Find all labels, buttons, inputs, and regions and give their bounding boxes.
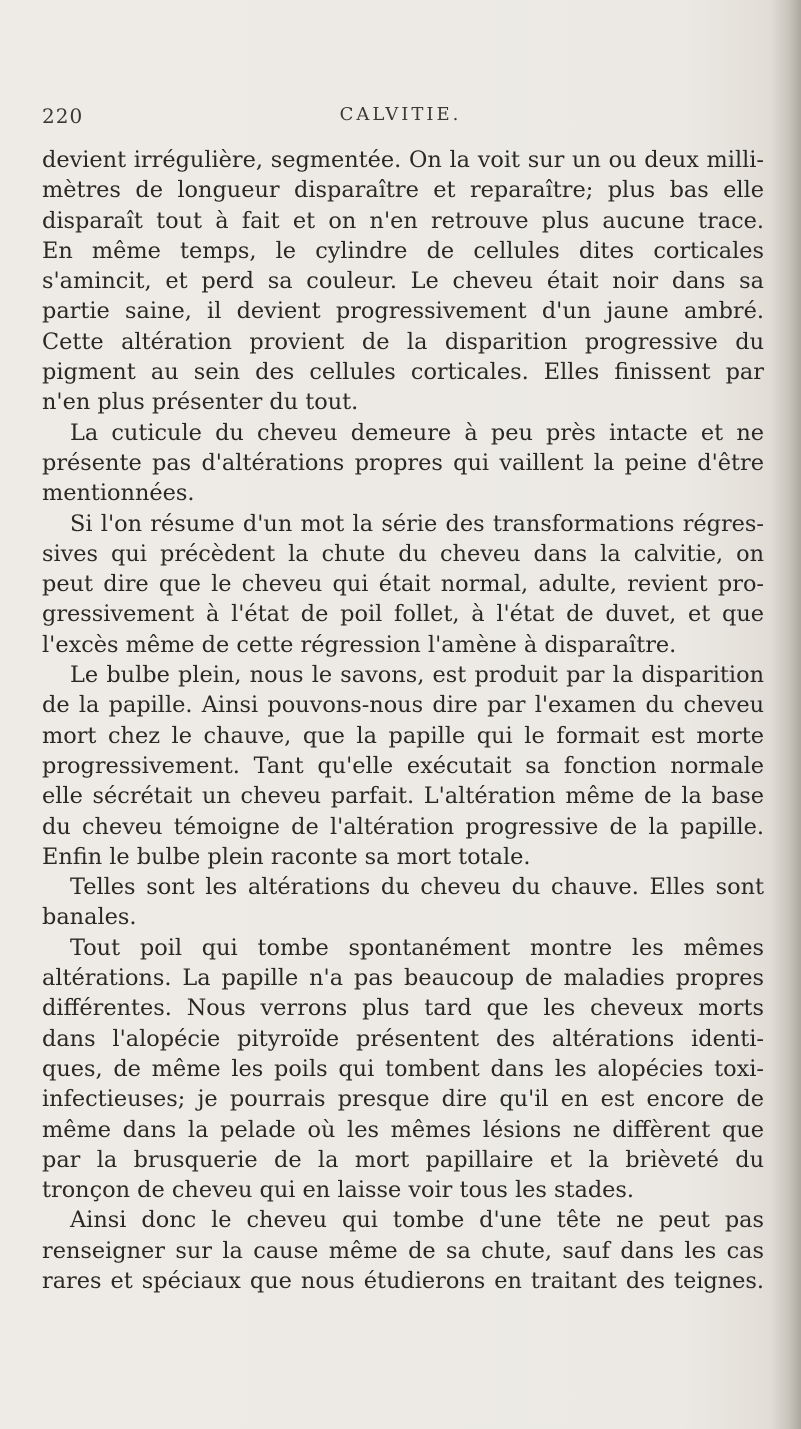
text-line: l'excès même de cette régression l'amène à disparaître. (42, 631, 677, 658)
page-number: 220 (42, 104, 84, 128)
text-line: partie saine, il devient progressivement d'un jaune ambré. (42, 298, 764, 325)
text-line: Le bulbe plein, nous le savons, est produit par la disparition (70, 662, 764, 689)
running-head: CALVITIE. (339, 104, 462, 125)
body-text (42, 145, 764, 1296)
text-line: gressivement à l'état de poil follet, à l'état de duvet, et que (42, 601, 764, 628)
text-line: s'amincit, et perd sa couleur. Le cheveu était noir dans sa (42, 268, 764, 295)
text-line: Cette altération provient de la disparition progressive du (42, 328, 764, 355)
text-line: progressivement. Tant qu'elle exécutait sa fonction normale (42, 752, 764, 779)
text-line: Si l'on résume d'un mot la série des transformations régres- (70, 510, 764, 537)
text-line: peut dire que le cheveu qui était normal, adulte, revient pro- (42, 571, 764, 598)
text-line: sives qui précèdent la chute du cheveu dans la calvitie, on (42, 540, 764, 567)
text-line: dans l'alopécie pityroïde présentent des altérations identi- (42, 1025, 764, 1052)
text-line: devient irrégulière, segmentée. On la voit sur un ou deux milli- (42, 147, 764, 173)
page-edge-shadow (771, 0, 801, 1429)
text-line: elle sécrétait un cheveu parfait. L'altération même de la base (42, 783, 764, 810)
text-line: par la brusquerie de la mort papillaire et la brièveté du (42, 1146, 764, 1173)
text-line: rares et spéciaux que nous étudierons en traitant des teignes. (42, 1267, 764, 1294)
text-line: banales. (42, 904, 137, 931)
text-line: En même temps, le cylindre de cellules dites corticales (42, 237, 764, 264)
text-line: infectieuses; je pourrais presque dire qu'il en est encore de (42, 1086, 764, 1113)
text-line: Enfin le bulbe plein raconte sa mort totale. (42, 843, 531, 870)
text-line: présente pas d'altérations propres qui vaillent la peine d'être (42, 449, 764, 476)
page-header (0, 104, 801, 134)
text-line: mètres de longueur disparaître et reparaître; plus bas elle (42, 177, 764, 204)
text-line: Ainsi donc le cheveu qui tombe d'une tête ne peut pas (70, 1207, 764, 1234)
text-line: Tout poil qui tombe spontanément montre les mêmes (70, 934, 764, 961)
text-line: ques, de même les poils qui tombent dans les alopécies toxi- (42, 1055, 764, 1082)
text-line: altérations. La papille n'a pas beaucoup de maladies propres (42, 965, 764, 992)
text-line: renseigner sur la cause même de sa chute, sauf dans les cas (42, 1237, 764, 1264)
text-line: mort chez le chauve, que la papille qui le formait est morte (42, 722, 764, 749)
text-line: tronçon de cheveu qui en laisse voir tous les stades. (42, 1177, 635, 1204)
text-line: La cuticule du cheveu demeure à peu près intacte et ne (70, 419, 764, 446)
text-line: mentionnées. (42, 480, 195, 507)
text-line: n'en plus présenter du tout. (42, 389, 359, 416)
text-line: pigment au sein des cellules corticales. Elles finissent par (42, 359, 764, 386)
text-line: même dans la pelade où les mêmes lésions ne diffèrent que (42, 1116, 764, 1143)
text-line: Telles sont les altérations du cheveu du chauve. Elles sont (70, 874, 764, 901)
text-line: disparaît tout à fait et on n'en retrouve plus aucune trace. (42, 207, 764, 234)
text-line: de la papille. Ainsi pouvons-nous dire par l'examen du cheveu (42, 692, 764, 719)
text-line: du cheveu témoigne de l'altération progressive de la papille. (42, 813, 764, 840)
text-line: différentes. Nous verrons plus tard que les cheveux morts (42, 995, 764, 1022)
